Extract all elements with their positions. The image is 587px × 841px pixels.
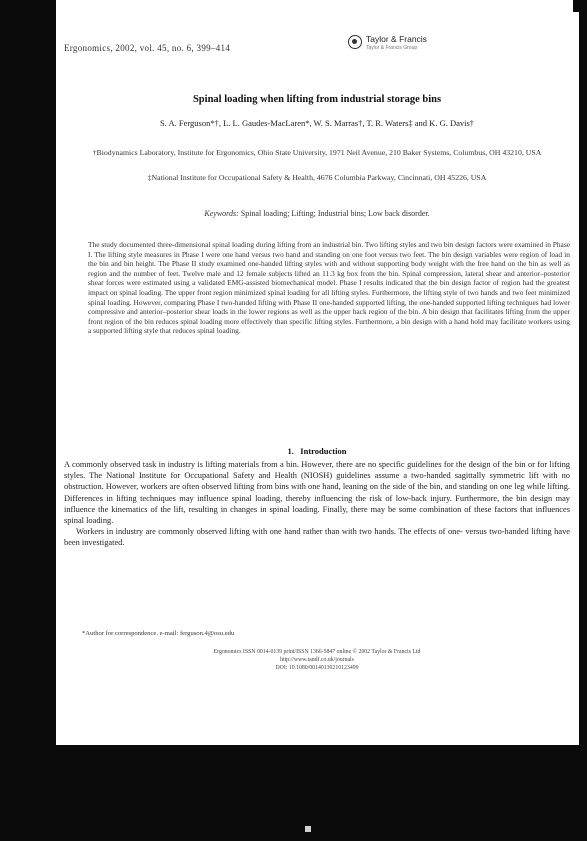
publisher-logo-icon <box>348 35 362 49</box>
page-footer <box>64 648 570 672</box>
footer-doi: DOI: 10.1080/00140130210123499 <box>275 665 359 671</box>
publisher-tagline: Taylor & Francis Group <box>366 45 418 51</box>
journal-header: Ergonomics, 2002, vol. 45, no. 6, 399–414 <box>64 43 231 53</box>
correspondence-footnote: *Author for correspondence. e-mail: ferguson.4@osu.edu <box>82 630 235 637</box>
footer-issn: Ergonomics ISSN 0014-0139 print/ISSN 1366-5847 online © 2002 Taylor & Francis Ltd <box>213 649 421 655</box>
section-heading <box>64 446 570 456</box>
scan-artifact <box>305 826 311 832</box>
introduction-body <box>64 459 570 549</box>
intro-paragraph: A commonly observed task in industry is lifting materials from a bin. However, there are no specific guidelines for the design of the bin or for lifting styles. The National Institute for Occupational Safety and Health (NIOSH) guidelines assume a two-handed sagittally symmetric lift with no obstruction. However, workers are often observed lifting from bins with one hand, leaning on the side of the bin, and standing on one leg while lifting. Differences in lifting techniques may influence spinal loading, thereby influencing the risk of low-back injury. Furthermore, the bin design may influence the kinematics of the lift, resulting in changes in spinal loading. Finally, there may be some combination of these factors that influences spinal loading. <box>64 460 570 526</box>
paper-title: Spinal loading when lifting from industrial storage bins <box>192 94 442 105</box>
scan-border-corner <box>573 0 587 12</box>
section-heading-text: Introduction <box>300 446 347 456</box>
author-list: S. A. Ferguson*†, L. L. Gaudes-MacLaren*, W. S. Marras†, T. R. Waters‡ and K. G. Davis† <box>159 118 475 128</box>
publisher-name: Taylor & Francis <box>366 34 427 44</box>
abstract: The study documented three-dimensional spinal loading during lifting from an industrial bin. Two lifting styles and two bin design factors were examined in Phase I. The lifting style measures in Phase I were one hand versus two hand and standing on one foot versus two feet. The bin design variables were region of load in the bin and bin height. The Phase II study examined one-handed lifting styles with and without supporting body weight with the free hand on the bin as well as region and the number of feet. Twelve male and 12 female subjects lifted an 11.3 kg box from the bin. Spinal compression, lateral shear and anterior–posterior shear forces were estimated using a validated EMG-assisted biomechanical model. Phase I results indicated that the bin design factor of region had the greatest impact on spinal loading. The upper front region minimized spinal loading for all lifting styles. Furthermore, the lifting style of two hands and two feet minimized spinal loading. However, comparing Phase I two-handed lifting with Phase II one-handed supported lifting, the one-handed supported lifting techniques had lower compressive and anterior–posterior shear loads in the lower regions as well as the upper back region of the bin. A bin design that facilitates lifting from the upper front region of the bin reduces spinal loading more effectively than specific lifting styles. Furthermore, a bin design with a hand hold may facilitate workers using a supported lifting style that reduces spinal loading. <box>88 240 570 336</box>
section-number: 1. <box>287 446 294 456</box>
keywords <box>64 209 570 218</box>
footer-url: http://www.tandf.co.uk/journals <box>280 657 354 663</box>
affiliation-2: ‡National Institute for Occupational Safety & Health, 4676 Columbia Parkway, Cincinnati, OH 45226, USA <box>147 173 487 182</box>
publisher-logo <box>348 34 428 56</box>
scan-border-bottom <box>0 745 587 841</box>
scan-border-right <box>579 0 587 841</box>
affiliation-1: †Biodynamics Laboratory, Institute for Ergonomics, Ohio State University, 1971 Neil Avenue, 210 Baker Systems, Columbus, OH 43210, USA <box>92 148 542 157</box>
intro-paragraph: Workers in industry are commonly observed lifting with one hand rather than with two hands. The effects of one- versus two-handed lifting have been investigated. <box>64 527 570 548</box>
keywords-label: Keywords: <box>204 209 239 218</box>
scan-border-left <box>0 0 56 841</box>
keywords-text: Spinal loading; Lifting; Industrial bins; Low back disorder. <box>240 209 430 218</box>
